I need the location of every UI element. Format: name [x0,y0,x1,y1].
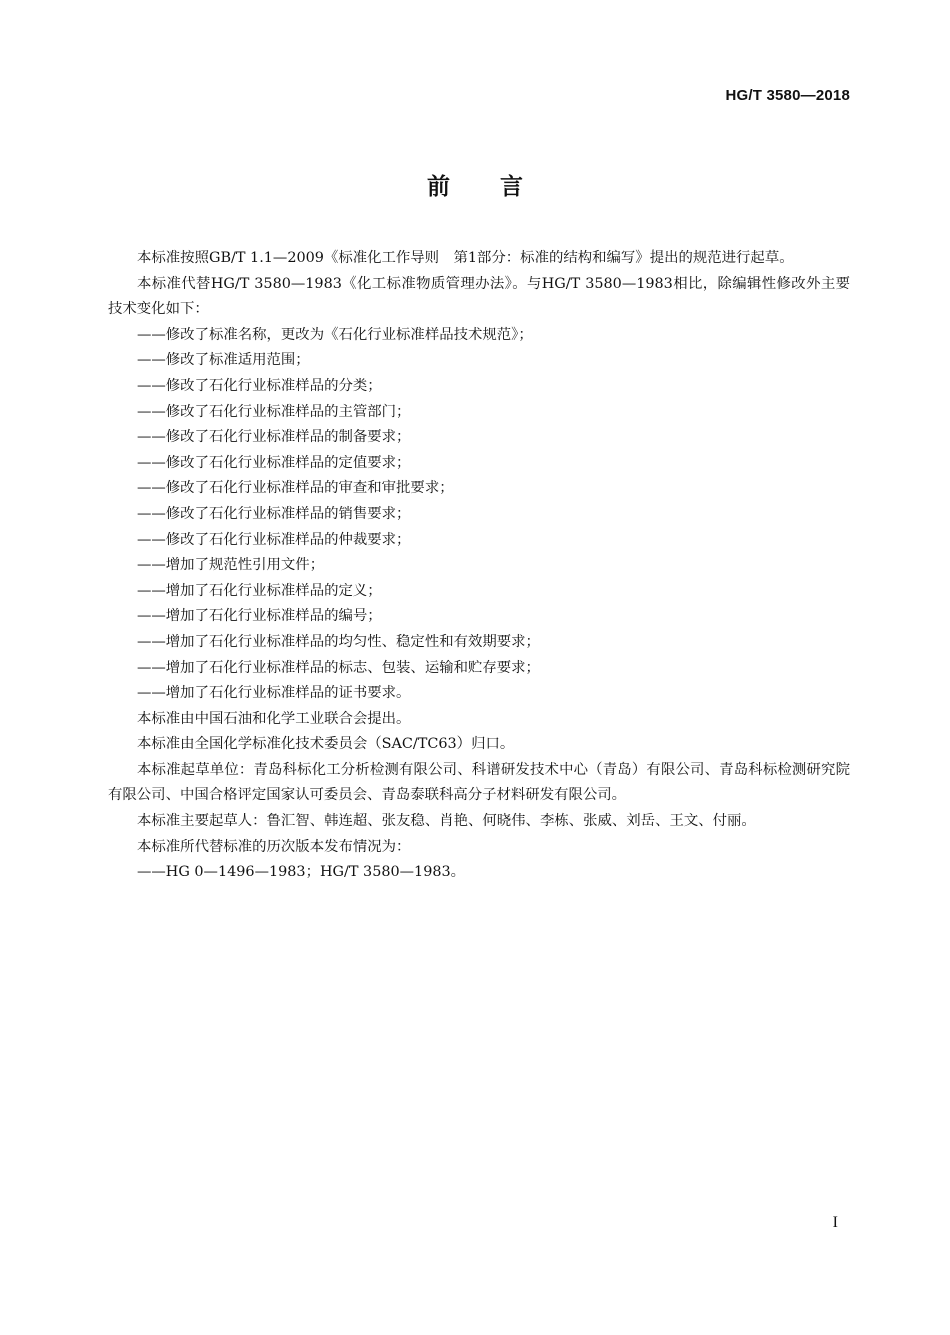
changes-list [108,323,850,707]
paragraph-history-intro: 本标准所代替标准的历次版本发布情况为： [137,838,411,855]
list-item: ——增加了石化行业标准样品的证书要求。 [137,685,411,702]
page-title: 前言 [427,174,573,200]
list-item: ——修改了石化行业标准样品的仲裁要求； [137,531,411,548]
list-item: ——修改了石化行业标准样品的制备要求； [137,429,411,446]
page-number: I [832,1214,838,1231]
list-item: ——修改了石化行业标准样品的审查和审批要求； [137,480,454,497]
list-item: ——增加了石化行业标准样品的标志、包装、运输和贮存要求； [137,659,540,676]
paragraph-drafting-units: 本标准起草单位：青岛科标化工分析检测有限公司、科谱研发技术中心（青岛）有限公司、青岛科标检测研究院有限公司、中国合格评定国家认可委员会、青岛泰联科高分子材料研发有限公司。 [108,761,850,804]
list-item: ——增加了石化行业标准样品的编号； [137,608,382,625]
list-item: ——增加了石化行业标准样品的定义； [137,582,382,599]
paragraph-replacement: 本标准代替HG/T 3580—1983《化工标准物质管理办法》。与HG/T 3580—1983相比，除编辑性修改外主要技术变化如下： [108,275,850,318]
list-item: ——修改了石化行业标准样品的分类； [137,377,382,394]
list-item: ——增加了规范性引用文件； [137,557,325,574]
list-item: ——修改了石化行业标准样品的定值要求； [137,454,411,471]
paragraph-drafters: 本标准主要起草人：鲁汇智、韩连超、张友稳、肖艳、何晓伟、李栋、张威、刘岳、王文、付丽。 [137,813,756,830]
list-item: ——修改了石化行业标准样品的主管部门； [137,403,411,420]
foreword-body [108,246,850,886]
paragraph-proposer: 本标准由中国石油和化学工业联合会提出。 [137,710,411,727]
history-list [108,860,850,886]
list-item: ——增加了石化行业标准样品的均匀性、稳定性和有效期要求； [137,633,540,650]
list-item: ——修改了标准适用范围； [137,352,310,369]
paragraph-drafting-rules: 本标准按照GB/T 1.1—2009《标准化工作导则 第1部分：标准的结构和编写》提出的规范进行起草。 [137,250,794,266]
list-item: ——HG 0—1496—1983；HG/T 3580—1983。 [137,864,466,881]
list-item: ——修改了标准名称，更改为《石化行业标准样品技术规范》； [137,326,533,343]
paragraph-committee: 本标准由全国化学标准化技术委员会（SAC/TC63）归口。 [137,736,515,753]
list-item: ——修改了石化行业标准样品的销售要求； [137,505,411,522]
standard-code-header: HG/T 3580—2018 [725,87,850,104]
